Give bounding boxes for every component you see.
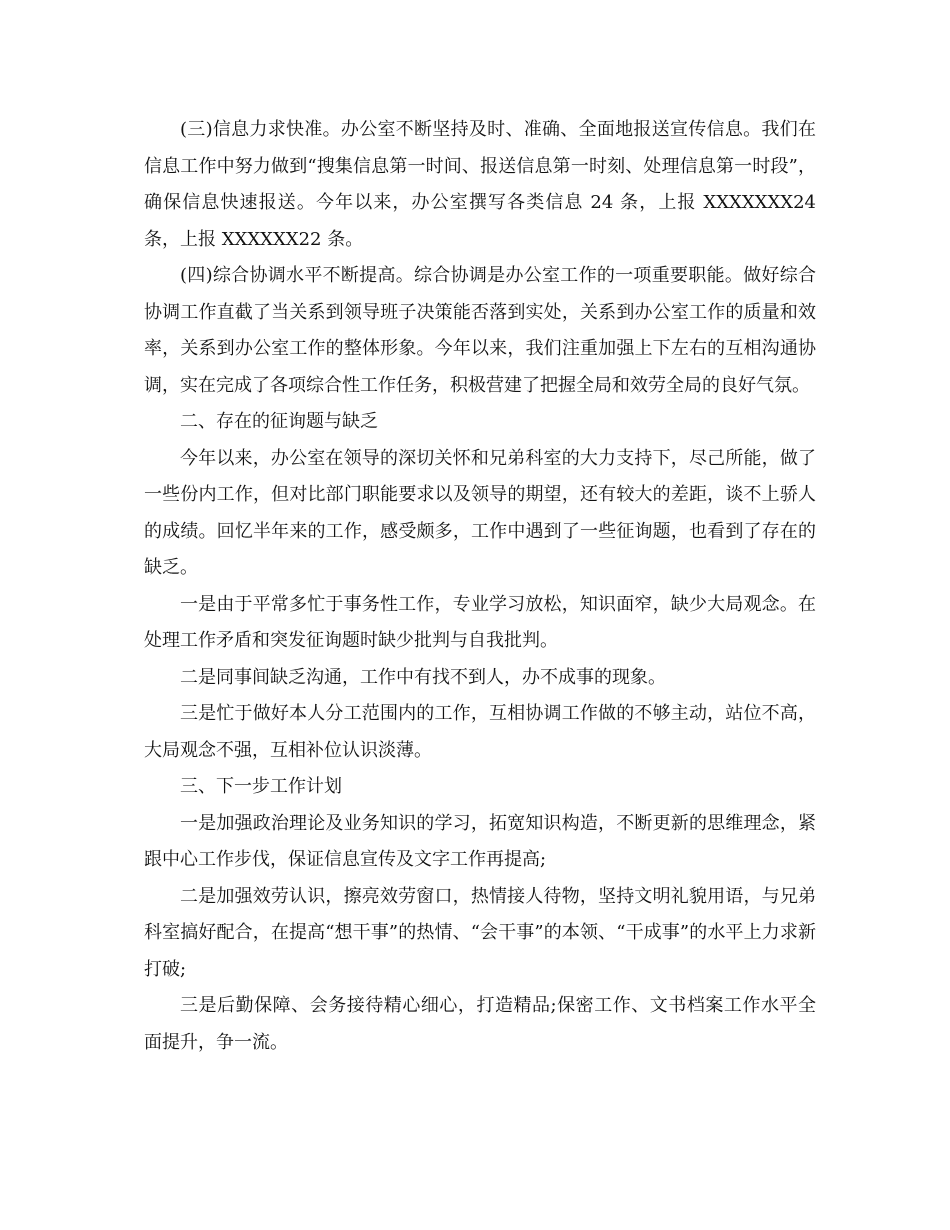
heading-next-plan: 三、下一步工作计划 xyxy=(180,776,342,797)
paragraph-plan-2: 二是加强效劳认识，擦亮效劳窗口，热情接人待物，坚持文明礼貌用语，与兄弟科室搞好配合，在提高“想干事”的热情、“会干事”的本领、“干成事”的水平上力求新打破; xyxy=(144,885,816,980)
paragraph-problem-2: 二是同事间缺乏沟通，工作中有找不到人，办不成事的现象。 xyxy=(180,666,666,688)
paragraph-coordination: (四)综合协调水平不断提高。综合协调是办公室工作的一项重要职能。做好综合协调工作直截了当关系到领导班子决策能否落到实处，关系到办公室工作的质量和效率，关系到办公室工作的整体形象。今年以来，我们注重加强上下左右的互相沟通协调，实在完成了各项综合性工作任务，积极营建了把握全局和效劳全局的良好气氛。 xyxy=(144,265,816,396)
paragraph-plan-1: 一是加强政治理论及业务知识的学习，拓宽知识构造，不断更新的思维理念，紧跟中心工作步伐，保证信息宣传及文字工作再提高; xyxy=(144,812,816,870)
paragraph-problems-intro: 今年以来，办公室在领导的深切关怀和兄弟科室的大力支持下，尽己所能，做了一些份内工作，但对比部门职能要求以及领导的期望，还有较大的差距，谈不上骄人的成绩。回忆半年来的工作，感受颇多，工作中遇到了一些征询题，也看到了存在的缺乏。 xyxy=(144,447,816,578)
paragraph-problem-3: 三是忙于做好本人分工范围内的工作，互相协调工作做的不够主动，站位不高，大局观念不强，互相补位认识淡薄。 xyxy=(144,703,816,761)
paragraph-problem-1: 一是由于平常多忙于事务性工作，专业学习放松，知识面窄，缺少大局观念。在处理工作矛盾和突发征询题时缺少批判与自我批判。 xyxy=(144,593,816,651)
heading-problems: 二、存在的征询题与缺乏 xyxy=(180,411,378,432)
paragraph-plan-3: 三是后勤保障、会务接待精心细心，打造精品;保密工作、文书档案工作水平全面提升，争一流。 xyxy=(144,995,816,1053)
paragraph-info-reporting: (三)信息力求快准。办公室不断坚持及时、准确、全面地报送宣传信息。我们在信息工作中努力做到“搜集信息第一时间、报送信息第一时刻、处理信息第一时段”，确保信息快速报送。今年以来，办公室撰写各类信息 24 条，上报 XXXXXXX24 条，上报 XXXXXX22 条。 xyxy=(144,119,816,250)
document-body xyxy=(144,112,816,1061)
